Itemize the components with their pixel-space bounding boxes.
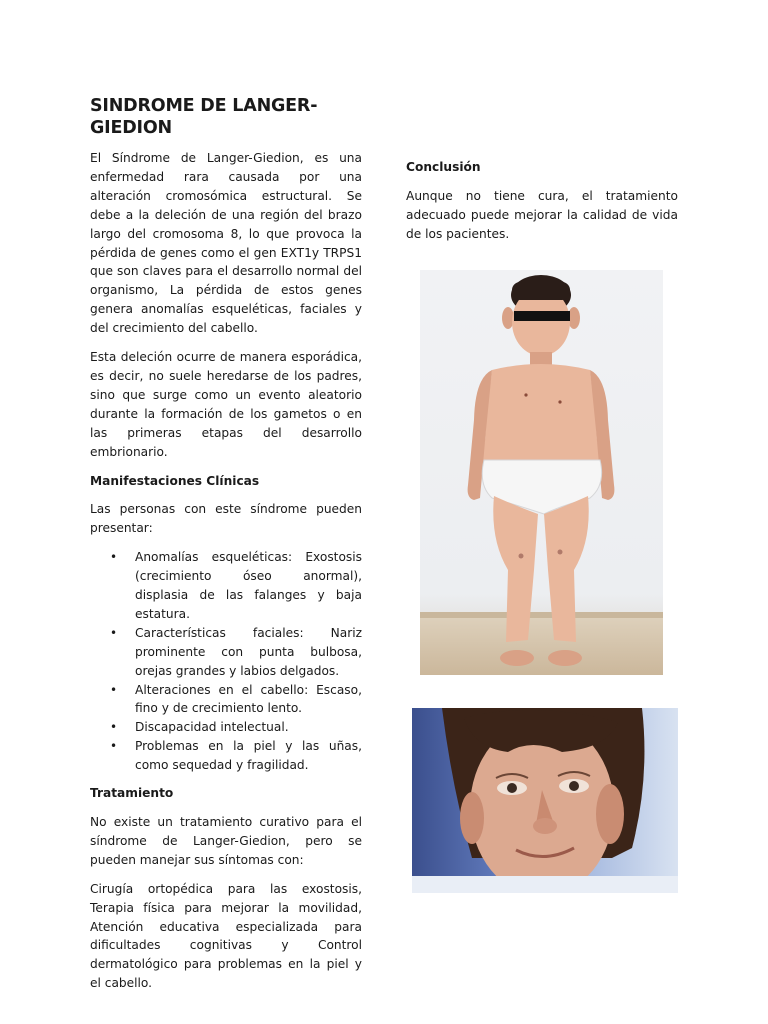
conclusion-heading: Conclusión [406, 160, 481, 174]
list-item: • Anomalías esqueléticas: Exostosis (crecimiento óseo anormal), displasia de las falanges y baja estatura. [110, 550, 362, 621]
treatment-paragraph-1: No existe un tratamiento curativo para el síndrome de Langer-Giedion, pero se pueden manejar sus síntomas con: [90, 815, 362, 867]
list-item: • Discapacidad intelectual. [135, 718, 362, 737]
patient-face-photo [412, 708, 678, 893]
manifestations-heading: Manifestaciones Clínicas [90, 473, 260, 488]
treatment-heading: Tratamiento [90, 786, 174, 801]
bullet-icon: • [110, 739, 118, 754]
bullet-icon: • [110, 550, 118, 565]
bullet-icon: • [110, 625, 118, 640]
intro-paragraph-1: El Síndrome de Langer-Giedion, es una enfermedad rara causada por una alteración cromosómica estructural. Se debe a la deleción de una región del brazo largo del cromosoma 8, lo que provoca la pérdida de genes como el gen EXT1y TRPS1 que son claves para el desarrollo normal del organismo, La pérdida de estos genes genera anomalías esqueléticas, faciales y del crecimiento del cabello. [90, 151, 362, 336]
document-title: SINDROME DE LANGER-GIEDION [90, 96, 318, 138]
bullet-icon: • [110, 720, 118, 735]
left-column [90, 95, 362, 1003]
patient-full-body-photo [420, 270, 663, 675]
list-item: • Problemas en la piel y las uñas, como sequedad y fragilidad. [110, 739, 362, 773]
child-figure-illustration [420, 270, 663, 675]
list-item: • Características faciales: Nariz prominente con punta bulbosa, orejas grandes y labios delgados. [110, 625, 362, 678]
manifestations-lead: Las personas con este síndrome pueden presentar: [90, 502, 362, 536]
manifestations-list [90, 548, 362, 775]
bullet-icon: • [110, 682, 118, 697]
face-illustration [412, 708, 678, 893]
list-item: • Alteraciones en el cabello: Escaso, fino y de crecimiento lento. [110, 682, 362, 716]
right-column [406, 158, 678, 254]
treatment-paragraph-2: Cirugía ortopédica para las exostosis, Terapia física para mejorar la movilidad, Atención educativa especializada para dificultades cognitivas y Control dermatológico para problemas en la piel y el cabello. [90, 881, 362, 991]
conclusion-text: Aunque no tiene cura, el tratamiento adecuado puede mejorar la calidad de vida de los pacientes. [406, 188, 678, 241]
intro-paragraph-2: Esta deleción ocurre de manera esporádica, es decir, no suele heredarse de los padres, sino que surge como un evento aleatorio durante la formación de los gametos o en las primeras etapas del desarrollo embrionario. [90, 350, 362, 459]
